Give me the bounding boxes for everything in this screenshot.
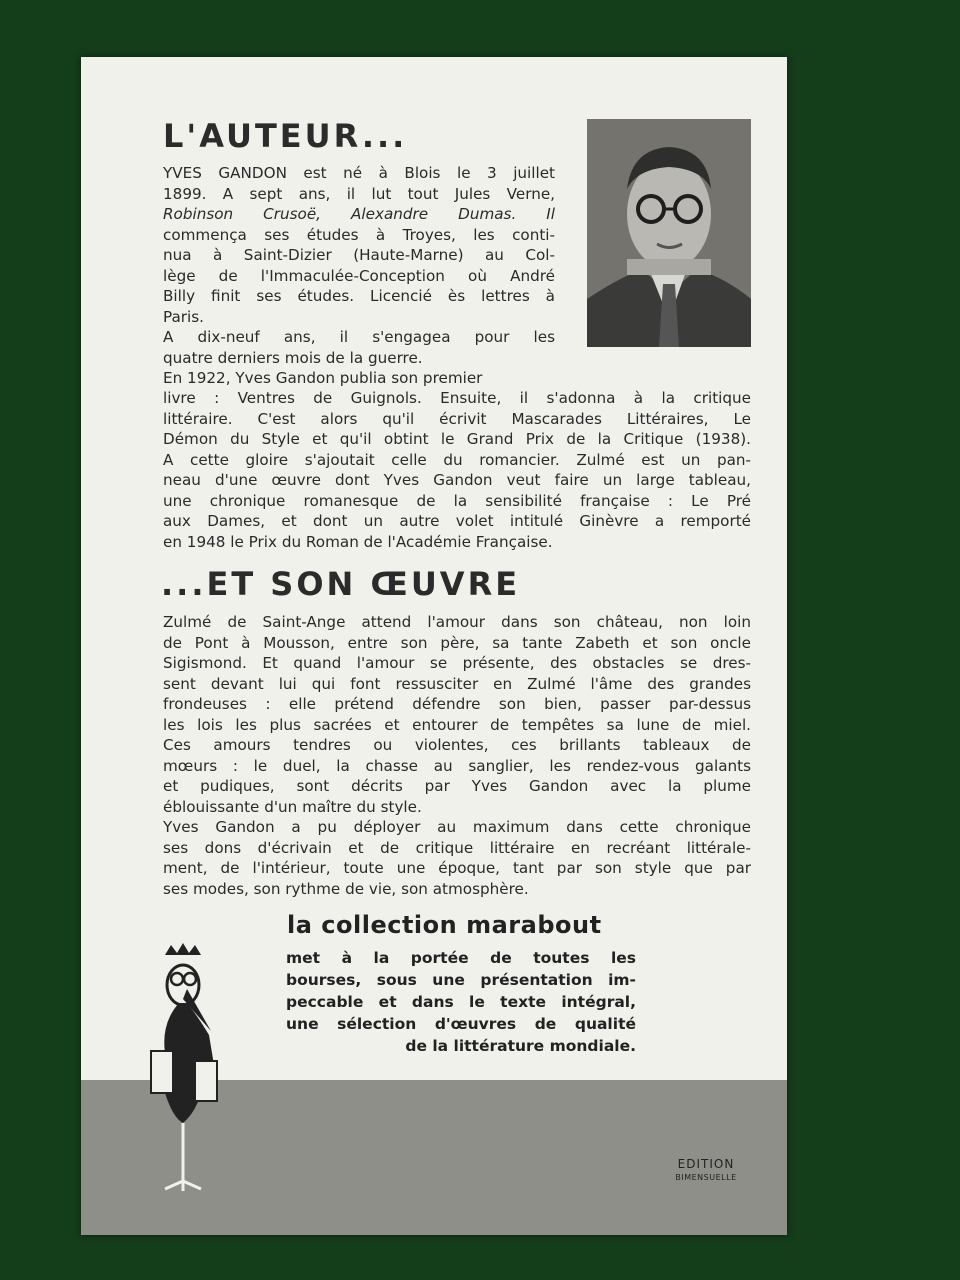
work-heading: ...ET SON ŒUVRE bbox=[161, 565, 521, 603]
text-line: les lois les plus sacrées et entourer de tempêtes sa lune de miel. bbox=[163, 715, 751, 734]
text-line: nua à Saint-Dizier (Haute-Marne) au Col- bbox=[163, 246, 555, 264]
text-line: 1899. A sept ans, il lut tout Jules Verne, bbox=[163, 184, 555, 203]
author-bio-full bbox=[163, 388, 751, 552]
text-line: littéraire. C'est alors qu'il écrivit Mascarades Littéraires, Le bbox=[163, 409, 751, 428]
text-line: En 1922, Yves Gandon publia son premier bbox=[163, 369, 483, 387]
text-line: aux Dames, et dont un autre volet intitulé Ginèvre a remporté bbox=[163, 512, 751, 530]
text-line: ment, de l'intérieur, toute une époque, tant par son style que par bbox=[163, 859, 751, 877]
text-line: Démon du Style et qu'il obtint le Grand Prix de la Critique (1938). bbox=[163, 430, 751, 448]
text-line: Paris. bbox=[163, 307, 204, 326]
text-line: Zulmé de Saint-Ange attend l'amour dans son château, non loin bbox=[163, 613, 751, 631]
text-line: met à la portée de toutes les bbox=[286, 949, 636, 967]
author-heading: L'AUTEUR... bbox=[163, 117, 408, 155]
text-line: Robinson Crusoë, Alexandre Dumas. Il bbox=[163, 205, 555, 223]
text-line: A cette gloire s'ajoutait celle du romancier. Zulmé est un pan- bbox=[163, 450, 751, 469]
text-line: A dix-neuf ans, il s'engagea pour les bbox=[163, 328, 555, 346]
collection-description bbox=[286, 947, 636, 1057]
text-line: lège de l'Immaculée-Conception où André bbox=[163, 266, 555, 285]
edition-line: EDITION bbox=[677, 1157, 735, 1171]
text-line: de la littérature mondiale. bbox=[405, 1037, 636, 1055]
text-line: une chronique romanesque de la sensibilité française : Le Pré bbox=[163, 491, 751, 510]
text-line: ses modes, son rythme de vie, son atmosphère. bbox=[163, 879, 529, 898]
text-line: Yves Gandon a pu déployer au maximum dans cette chronique bbox=[163, 818, 751, 836]
marabout-logo-icon bbox=[143, 943, 223, 1207]
text-line: mœurs : le duel, la chasse au sanglier, les rendez-vous galants bbox=[163, 756, 751, 775]
text-line: et pudiques, sont décrits par Yves Gandon avec la plume bbox=[163, 777, 751, 795]
collection-title: la collection marabout bbox=[287, 911, 602, 939]
text-line: YVES GANDON est né à Blois le 3 juillet bbox=[163, 164, 555, 182]
text-line: livre : Ventres de Guignols. Ensuite, il s'adonna à la critique bbox=[163, 389, 751, 407]
book-back-cover bbox=[81, 57, 787, 1235]
text-line: en 1948 le Prix du Roman de l'Académie Française. bbox=[163, 532, 553, 551]
work-summary bbox=[163, 612, 751, 899]
text-line: Ces amours tendres ou violentes, ces brillants tableaux de bbox=[163, 736, 751, 754]
text-line: Sigismond. Et quand l'amour se présente, des obstacles se dres- bbox=[163, 654, 751, 672]
text-line: bourses, sous une présentation im- bbox=[286, 971, 636, 989]
text-line: frondeuses : elle prétend défendre son bien, passer par-dessus bbox=[163, 695, 751, 713]
text-line: sent devant lui qui font ressusciter en Zulmé l'âme des grandes bbox=[163, 674, 751, 693]
text-line: éblouissante d'un maître du style. bbox=[163, 797, 422, 816]
text-line: Billy finit ses études. Licencié ès lettres à bbox=[163, 287, 555, 305]
text-line: neau d'une œuvre dont Yves Gandon veut faire un large tableau, bbox=[163, 471, 751, 489]
author-bio-wrapped bbox=[163, 163, 555, 389]
edition-frequency: BIMENSUELLE bbox=[675, 1173, 737, 1182]
author-portrait-photo bbox=[587, 119, 751, 347]
text-line: ses dons d'écrivain et de critique littéraire en recréant littérale- bbox=[163, 838, 751, 857]
edition-label bbox=[661, 1157, 751, 1182]
text-line: commença ses études à Troyes, les conti- bbox=[163, 225, 555, 244]
text-line: de Pont à Mousson, entre son père, sa tante Zabeth et son oncle bbox=[163, 633, 751, 652]
text-line: quatre derniers mois de la guerre. bbox=[163, 348, 423, 367]
text-line: une sélection d'œuvres de qualité bbox=[286, 1015, 636, 1033]
text-line: peccable et dans le texte intégral, bbox=[286, 993, 636, 1011]
